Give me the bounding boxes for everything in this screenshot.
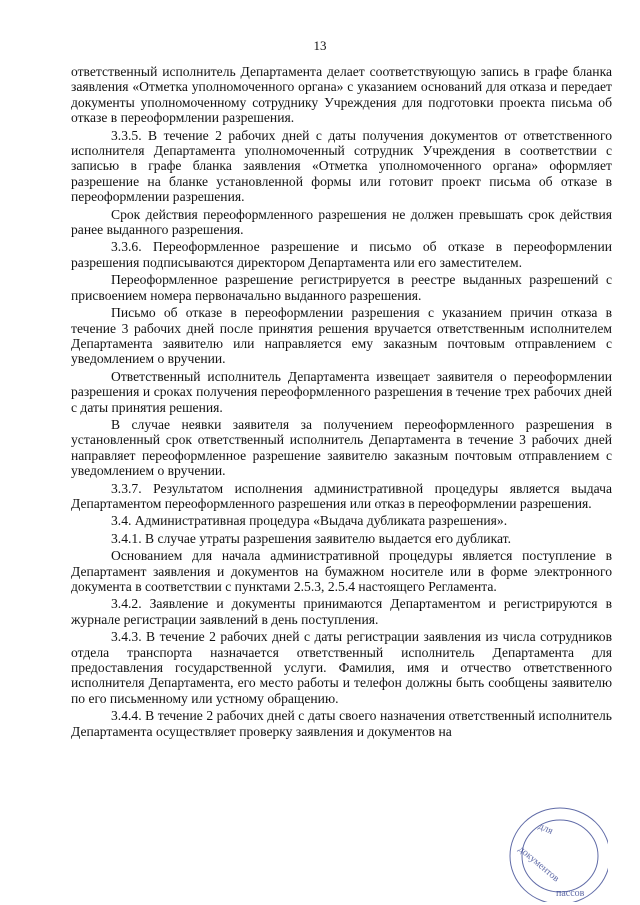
paragraph: 3.3.5. В течение 2 рабочих дней с даты получения документов от ответственного исполнителя Департамента уполномоченный сотрудник Учреждения в соответствии с записью в графе бланка заявления «Отметка уполномоченного органа» оформляет разрешение на бланке установленной формы или готовит проект письма об отказе в переоформлении разрешения. <box>71 127 612 205</box>
paragraph: 3.4. Административная процедура «Выдача дубликата разрешения». <box>111 513 508 529</box>
paragraph: 3.4.3. В течение 2 рабочих дней с даты регистрации заявления из числа сотрудников отдела транспорта назначается ответственный исполнитель Департамента для предоставления государственной услуги. Фамилия, имя и отчество ответственного исполнителя Департамента, его место работы и телефон должны быть сообщены заявителю по его письменному или устному обращению. <box>71 629 612 706</box>
official-stamp <box>478 792 608 902</box>
paragraph: Письмо об отказе в переоформлении разрешения с указанием причин отказа в течение 3 рабочих дней после принятия решения вручается ответственным исполнителем Департамента заявителю или направляется ему заказным почтовым отправлением с уведомлением о вручении. <box>71 305 612 367</box>
paragraph: Срок действия переоформленного разрешения не должен превышать срок действия ранее выданного разрешения. <box>71 206 612 238</box>
stamp-text-bottom: пассов <box>556 888 585 899</box>
paragraph: 3.4.2. Заявление и документы принимаются Департаментом и регистрируются в журнале регистрации заявлений в день поступления. <box>71 596 612 627</box>
paragraph: 3.4.4. В течение 2 рабочих дней с даты своего назначения ответственный исполнитель Департамента осуществляет проверку заявления и документов на <box>71 708 612 739</box>
paragraph: В случае неявки заявителя за получением переоформленного разрешения в установленный срок ответственный исполнитель Департамента в течение 3 рабочих дней направляет переоформленное разрешение заявителю заказным почтовым отправлением с уведомлением о вручении. <box>71 416 612 479</box>
paragraph: ответственный исполнитель Департамента делает соответствующую запись в графе бланка заявления «Отметка уполномоченного органа» с указанием оснований для отказа и передает документы уполномоченному сотруднику Учреждения для подготовки проекта письма об отказе в переоформлении разрешения. <box>71 64 612 126</box>
paragraph: Переоформленное разрешение регистрируется в реестре выданных разрешений с присвоением номера первоначально выданного разрешения. <box>71 272 612 303</box>
paragraph: 3.3.7. Результатом исполнения административной процедуры является выдача Департаментом переоформленного разрешения или отказ в переоформлении разрешения. <box>71 480 612 511</box>
paragraph: Ответственный исполнитель Департамента извещает заявителя о переоформлении разрешения и сроках получения переоформленного разрешения в течение трех рабочих дней с даты принятия решения. <box>71 368 612 415</box>
stamp-text-mid: документов <box>516 843 562 885</box>
page-number: 13 <box>313 38 327 53</box>
paragraph: 3.3.6. Переоформленное разрешение и письмо об отказе в переоформлении разрешения подписываются директором Департамента или его заместителем. <box>71 239 612 270</box>
document-body <box>71 64 612 741</box>
paragraph: 3.4.1. В случае утраты разрешения заявителю выдается его дубликат. <box>111 530 511 546</box>
paragraph: Основанием для начала административной процедуры является поступление в Департамент заявления и документов на бумажном носителе или в форме электронного документа в соответствии с пунктами 2.5.3, 2.5.4 настоящего Регламента. <box>71 548 612 594</box>
stamp-text-top: для <box>536 820 555 837</box>
